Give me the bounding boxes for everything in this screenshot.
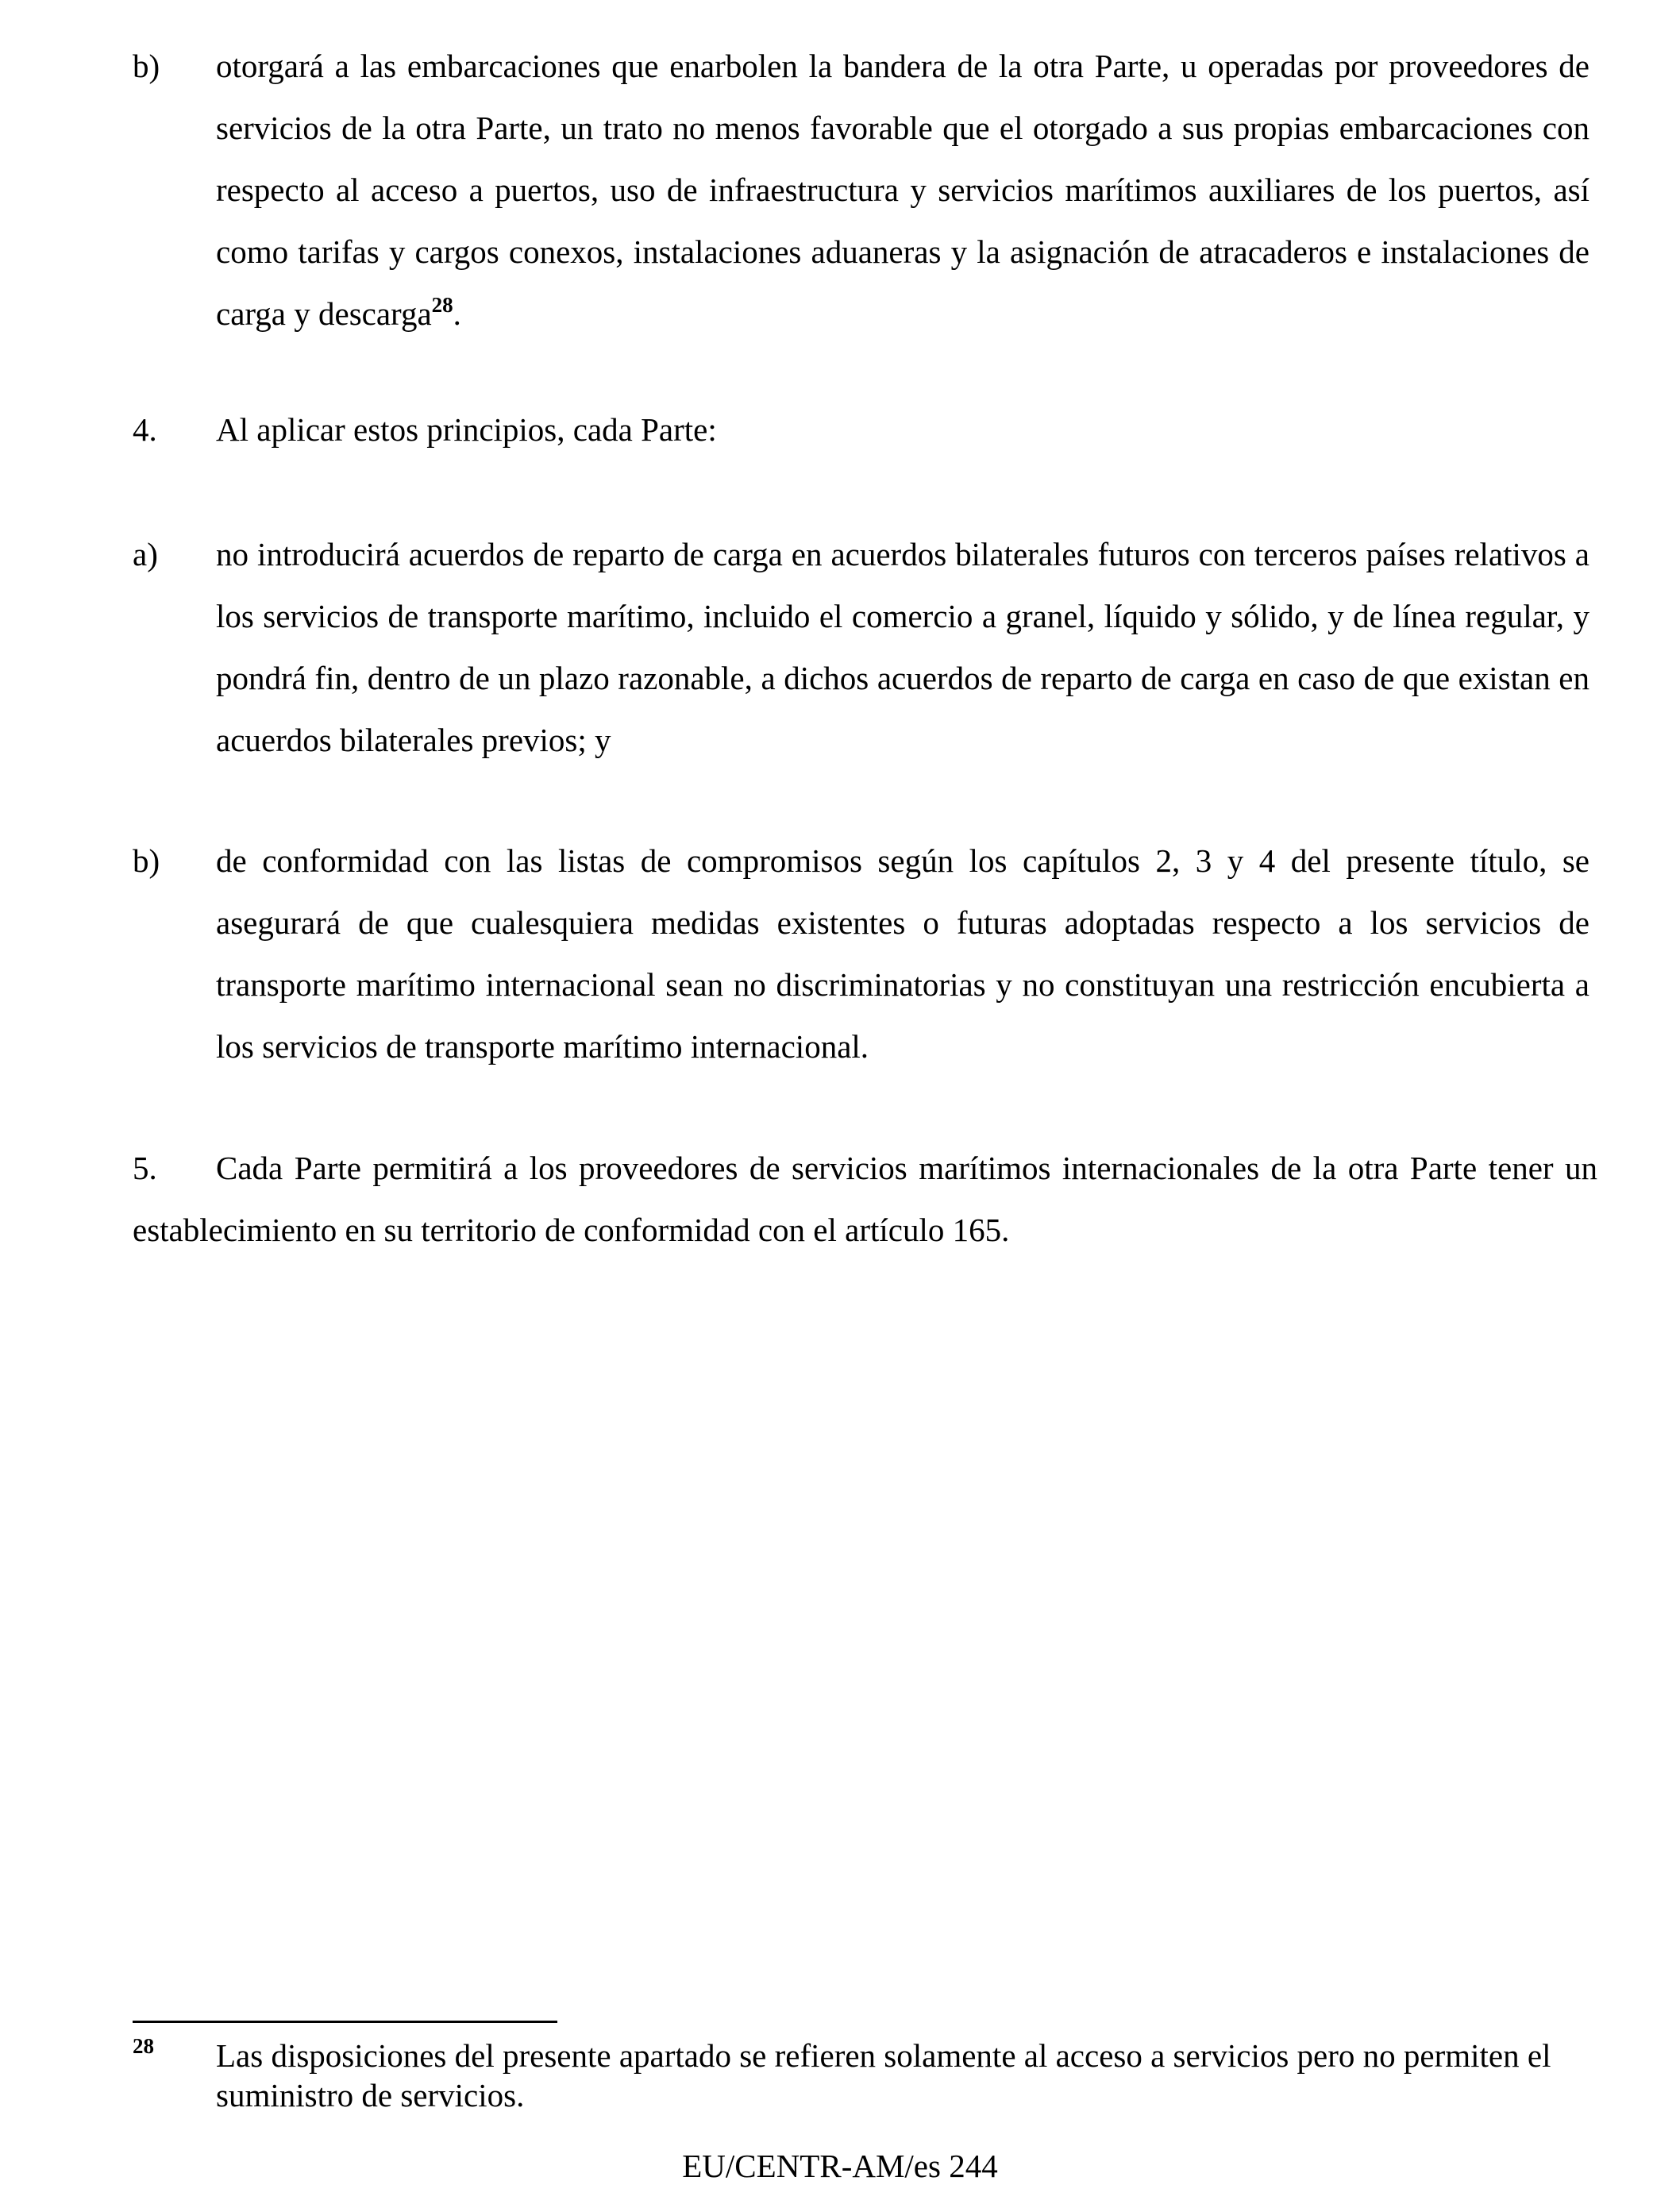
item-text: no introducirá acuerdos de reparto de carga en acuerdos bilaterales futuros con terceros países relativos a los servicios de transporte marítimo, incluido el comercio a granel, líquido y sólido, y de línea regular, y pondrá fin, dentro de un plazo razonable, a dichos acuerdos de reparto de carga en caso de que existan en acuerdos bilaterales previos; y: [216, 536, 1589, 758]
item-end-punctuation: .: [453, 295, 461, 332]
paragraph-number: 5.: [133, 1150, 157, 1186]
item-label: b): [133, 842, 160, 879]
item-body: otorgará a las embarcaciones que enarbolen la bandera de la otra Parte, u operadas por proveedores de servicios de la otra Parte, un trato no menos favorable que el otorgado a sus propias embarcaciones con respecto al acceso a puertos, uso de infraestructura y servicios marítimos auxiliares de los puertos, así como tarifas y cargos conexos, instalaciones aduaneras y la asignación de atracaderos e instalaciones de carga y descarga: [216, 48, 1589, 332]
item-text: [216, 35, 1589, 345]
page-reference: EU/CENTR-AM/es 244: [682, 2148, 998, 2184]
footnote-text: Las disposiciones del presente apartado se refieren solamente al acceso a servicios pero no permiten el suministro de servicios.: [216, 2037, 1551, 2113]
paragraph-5: [133, 1137, 1597, 1261]
item-label: a): [133, 536, 158, 572]
footnote-number: 28: [133, 2034, 154, 2058]
paragraph-text: Al aplicar estos principios, cada Parte:: [216, 411, 717, 448]
paragraph-number: 4.: [133, 411, 157, 448]
footnote-reference[interactable]: 28: [431, 293, 453, 317]
item-text: de conformidad con las listas de compromisos según los capítulos 2, 3 y 4 del presente título, se asegurará de que cualesquiera medidas existentes o futuras adoptadas respecto a los servicios de transporte marítimo internacional sean no discriminatorias y no constituyan una restricción encubierta a los servicios de transporte marítimo internacional.: [216, 842, 1589, 1065]
paragraph-text: Cada Parte permitirá a los proveedores de servicios marítimos internacionales de la otra Parte tener un establecimiento en su territorio de conformidad con el artículo 165.: [133, 1150, 1597, 1248]
item-label: b): [133, 48, 160, 84]
footnote-separator: [133, 2021, 557, 2023]
